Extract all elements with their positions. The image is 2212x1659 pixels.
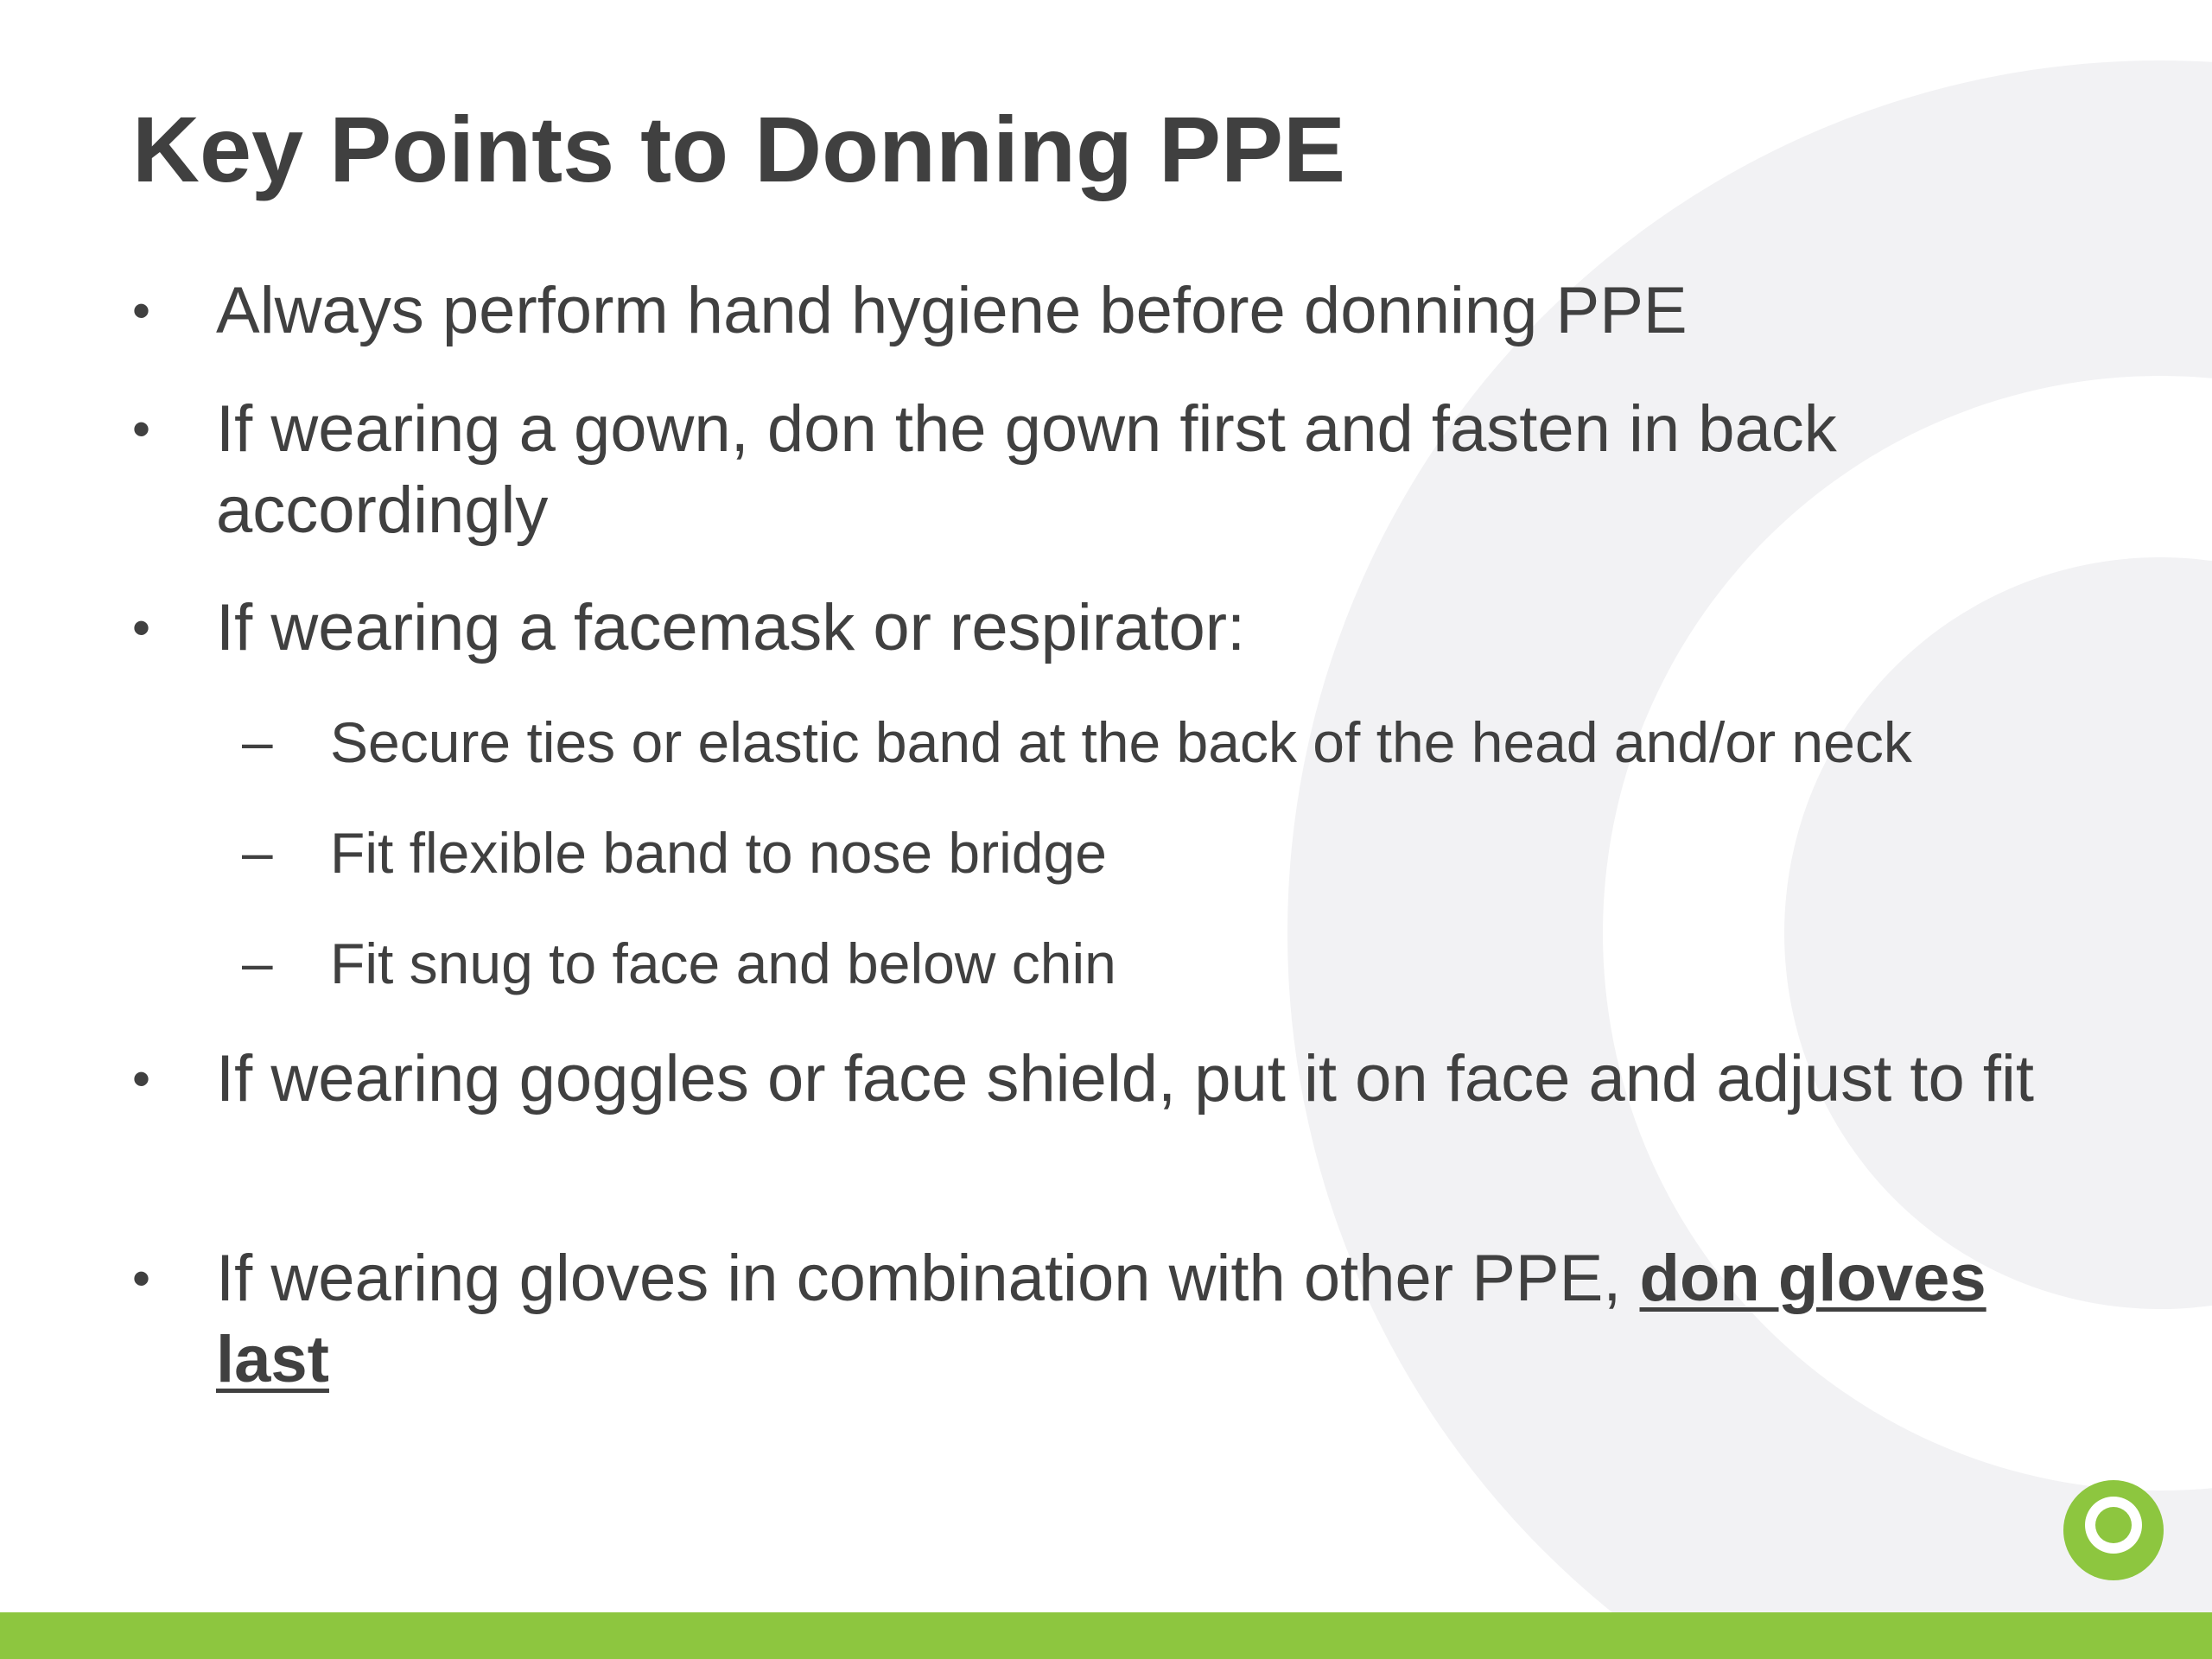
slide-title: Key Points to Donning PPE bbox=[132, 97, 1346, 201]
bullet-text: If wearing goggles or face shield, put it on face and adjust to fit bbox=[216, 1042, 2034, 1116]
sub-bullet-text: Fit snug to face and below chin bbox=[330, 931, 1116, 995]
bullet-text: If wearing a gown, don the gown first and fasten in back accordingly bbox=[216, 392, 1837, 547]
sub-bullet-marker: – bbox=[242, 931, 273, 994]
bullet-marker: • bbox=[132, 282, 151, 340]
bullet-marker: • bbox=[132, 1249, 151, 1307]
bullet-text bbox=[216, 1238, 2056, 1401]
sub-bullet-marker: – bbox=[242, 710, 273, 772]
bullet-text: If wearing a facemask or respirator: bbox=[216, 591, 1246, 664]
sub-bullet-text: Fit flexible band to nose bridge bbox=[330, 821, 1107, 885]
sub-bullet-text: Secure ties or elastic band at the back of the head and/or neck bbox=[330, 710, 1912, 774]
sub-bullet-marker: – bbox=[242, 821, 273, 883]
ring-logo-icon bbox=[2063, 1480, 2164, 1580]
footer-bar bbox=[0, 1612, 2212, 1659]
bullet-marker: • bbox=[132, 599, 151, 657]
bullet-marker: • bbox=[132, 400, 151, 458]
bullet-marker: • bbox=[132, 1050, 151, 1108]
bullet-text-plain: If wearing gloves in combination with other PPE, bbox=[216, 1242, 1640, 1315]
bullet-text-emphasis: don gloves last bbox=[216, 1242, 1986, 1396]
bullet-text: Always perform hand hygiene before donning PPE bbox=[216, 274, 1688, 347]
